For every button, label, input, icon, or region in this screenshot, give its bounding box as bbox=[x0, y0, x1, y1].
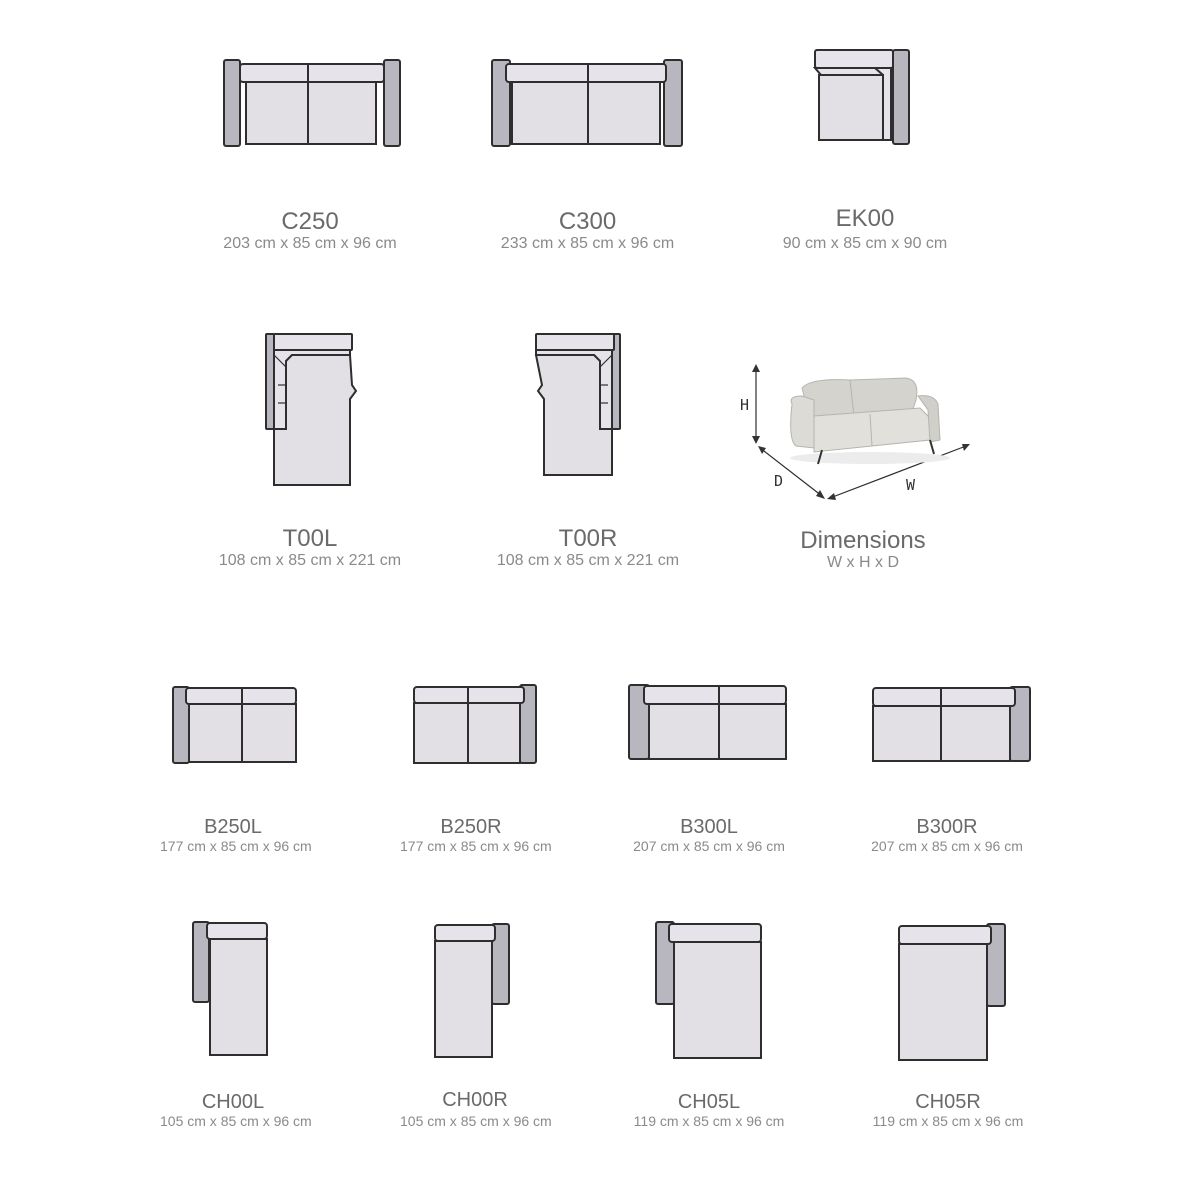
c300-plan-drawing bbox=[480, 50, 695, 170]
depth-label: D bbox=[774, 472, 784, 490]
ch00l-code: CH00L bbox=[201, 1091, 265, 1113]
sofa-photo-icon bbox=[790, 378, 950, 464]
module-ch00l bbox=[160, 915, 310, 1135]
b300r-plan-drawing bbox=[860, 680, 1040, 770]
width-label: W bbox=[906, 476, 916, 494]
t00l-code: T00L bbox=[282, 525, 338, 552]
b250l-plan-drawing bbox=[160, 680, 310, 770]
ch05l-dims: 119 cm x 85 cm x 96 cm bbox=[633, 1113, 785, 1129]
module-b300r bbox=[860, 680, 1040, 860]
t00r-dims: 108 cm x 85 cm x 221 cm bbox=[496, 552, 680, 569]
dimensions-title: Dimensions bbox=[800, 527, 926, 554]
module-t00l bbox=[210, 325, 410, 575]
c250-plan-drawing bbox=[210, 50, 410, 170]
module-b250r bbox=[400, 680, 550, 860]
b300l-code: B300L bbox=[680, 816, 738, 838]
t00l-dims: 108 cm x 85 cm x 221 cm bbox=[218, 552, 402, 569]
c250-dims: 203 cm x 85 cm x 96 cm bbox=[223, 235, 397, 252]
b300r-dims: 207 cm x 85 cm x 96 cm bbox=[871, 838, 1023, 854]
ch05l-plan-drawing bbox=[630, 915, 790, 1065]
ch05r-dims: 119 cm x 85 cm x 96 cm bbox=[872, 1113, 1024, 1129]
sofa-dimensions-illustration bbox=[730, 360, 990, 510]
ch00l-plan-drawing bbox=[160, 915, 310, 1065]
c300-dims: 233 cm x 85 cm x 96 cm bbox=[500, 235, 675, 252]
b250l-dims: 177 cm x 85 cm x 96 cm bbox=[160, 838, 312, 854]
height-label: H bbox=[740, 396, 750, 414]
ch00r-code: CH00R bbox=[442, 1089, 508, 1111]
ch05r-code: CH05R bbox=[915, 1091, 981, 1113]
module-t00r bbox=[488, 325, 688, 575]
b250r-code: B250R bbox=[440, 816, 502, 838]
module-ch05r bbox=[870, 915, 1030, 1135]
b250l-code: B250L bbox=[204, 816, 262, 838]
b300r-code: B300R bbox=[916, 816, 978, 838]
t00r-plan-drawing bbox=[488, 325, 688, 495]
module-ch05l bbox=[630, 915, 790, 1135]
module-b250l bbox=[160, 680, 310, 860]
ek00-dims: 90 cm x 85 cm x 90 cm bbox=[782, 235, 948, 252]
ch05r-plan-drawing bbox=[870, 915, 1030, 1065]
module-ch00r bbox=[400, 915, 550, 1135]
c300-code: C300 bbox=[558, 208, 617, 235]
module-c250 bbox=[210, 50, 410, 260]
b250r-plan-drawing bbox=[400, 680, 550, 770]
ch00r-dims: 105 cm x 85 cm x 96 cm bbox=[400, 1113, 552, 1129]
dimensions-key bbox=[730, 360, 990, 580]
c250-code: C250 bbox=[281, 208, 339, 235]
dimensions-subtitle: W x H x D bbox=[827, 554, 899, 571]
ch00r-plan-drawing bbox=[400, 915, 550, 1065]
module-ek00 bbox=[775, 45, 955, 260]
ch00l-dims: 105 cm x 85 cm x 96 cm bbox=[160, 1113, 312, 1129]
b300l-dims: 207 cm x 85 cm x 96 cm bbox=[633, 838, 785, 854]
ch05l-code: CH05L bbox=[677, 1091, 741, 1113]
ek00-code: EK00 bbox=[835, 205, 895, 232]
ek00-plan-drawing bbox=[775, 45, 955, 165]
t00r-code: T00R bbox=[558, 525, 618, 552]
module-b300l bbox=[620, 680, 800, 860]
module-c300 bbox=[480, 50, 695, 260]
b300l-plan-drawing bbox=[620, 680, 800, 770]
b250r-dims: 177 cm x 85 cm x 96 cm bbox=[400, 838, 552, 854]
t00l-plan-drawing bbox=[210, 325, 410, 495]
